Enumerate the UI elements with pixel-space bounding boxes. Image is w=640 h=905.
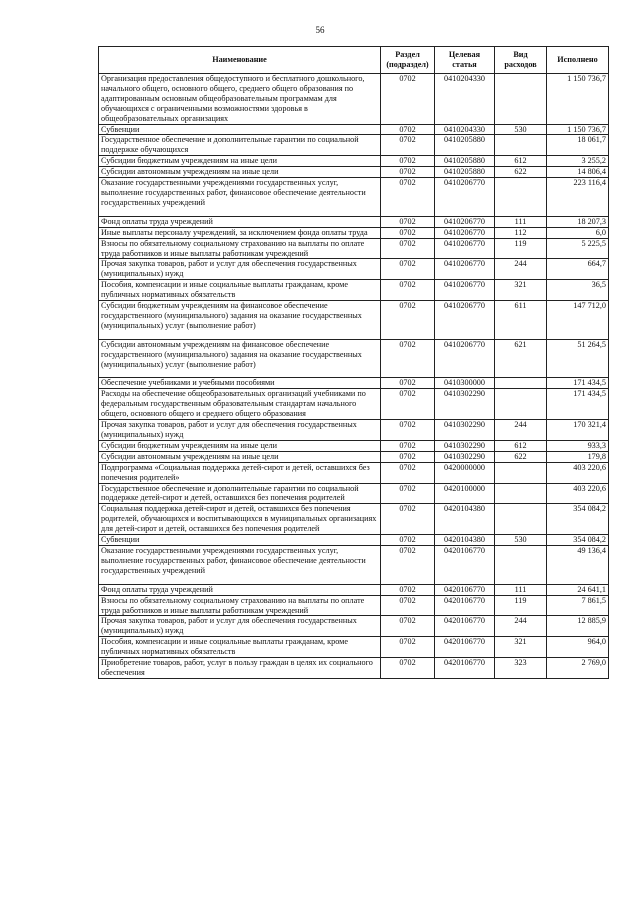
- cell-kind: 112: [495, 227, 547, 238]
- cell-target: 0420106770: [435, 658, 495, 679]
- cell-executed: 354 084,2: [547, 504, 609, 535]
- cell-section: 0702: [381, 658, 435, 679]
- cell-kind: 612: [495, 440, 547, 451]
- cell-name: Субсидии автономным учреждениям на иные цели: [99, 167, 381, 178]
- cell-executed: 36,5: [547, 280, 609, 301]
- cell-executed: 5 225,5: [547, 238, 609, 259]
- cell-target: 0410206770: [435, 178, 495, 217]
- table-row: [99, 389, 609, 420]
- cell-kind: [495, 545, 547, 584]
- cell-kind: 323: [495, 658, 547, 679]
- cell-name: Социальная поддержка детей-сирот и детей, оставшихся без попечения родителей, обучающихся и воспитывающихся в муниципальных организациях для детей-сирот и детей, оставшихся без попечения родителей: [99, 504, 381, 535]
- cell-kind: 119: [495, 238, 547, 259]
- cell-kind: 244: [495, 616, 547, 637]
- cell-target: 0410300000: [435, 378, 495, 389]
- cell-target: 0410302290: [435, 420, 495, 441]
- cell-name: Субсидии автономным учреждениям на иные цели: [99, 451, 381, 462]
- table-row: [99, 301, 609, 340]
- cell-section: 0702: [381, 339, 435, 378]
- cell-executed: 170 321,4: [547, 420, 609, 441]
- cell-executed: 18 061,7: [547, 135, 609, 156]
- cell-section: 0702: [381, 301, 435, 340]
- table-row: [99, 462, 609, 483]
- cell-section: 0702: [381, 483, 435, 504]
- cell-name: Прочая закупка товаров, работ и услуг для обеспечения государственных (муниципальных) нужд: [99, 420, 381, 441]
- cell-kind: 530: [495, 124, 547, 135]
- table-row: [99, 238, 609, 259]
- cell-name: Взносы по обязательному социальному страхованию на выплаты по оплате труда работников и иные выплаты работникам учреждений: [99, 595, 381, 616]
- cell-name: Субсидии бюджетным учреждениям на иные цели: [99, 156, 381, 167]
- cell-name: Обеспечение учебниками и учебными пособиями: [99, 378, 381, 389]
- cell-section: 0702: [381, 545, 435, 584]
- cell-section: 0702: [381, 378, 435, 389]
- cell-executed: 179,8: [547, 451, 609, 462]
- table-header-row: [99, 47, 609, 74]
- cell-name: Прочая закупка товаров, работ и услуг для обеспечения государственных (муниципальных) нужд: [99, 616, 381, 637]
- cell-section: 0702: [381, 74, 435, 125]
- cell-executed: 3 255,2: [547, 156, 609, 167]
- cell-target: 0410206770: [435, 280, 495, 301]
- page-number: 56: [315, 25, 325, 35]
- cell-section: 0702: [381, 420, 435, 441]
- cell-target: 0420106770: [435, 616, 495, 637]
- table-row: [99, 504, 609, 535]
- table-row: [99, 595, 609, 616]
- table-body: [99, 74, 609, 679]
- cell-section: 0702: [381, 216, 435, 227]
- cell-executed: 403 220,6: [547, 462, 609, 483]
- cell-name: Субсидии бюджетным учреждениям на иные цели: [99, 440, 381, 451]
- cell-section: 0702: [381, 238, 435, 259]
- cell-name: Государственное обеспечение и дополнительные гарантии по социальной поддержке обучающихся: [99, 135, 381, 156]
- table-row: [99, 451, 609, 462]
- cell-target: 0420106770: [435, 584, 495, 595]
- cell-section: 0702: [381, 124, 435, 135]
- cell-name: Приобретение товаров, работ, услуг в пользу граждан в целях их социального обеспечения: [99, 658, 381, 679]
- cell-kind: [495, 389, 547, 420]
- cell-section: 0702: [381, 389, 435, 420]
- table-row: [99, 545, 609, 584]
- cell-name: Пособия, компенсации и иные социальные выплаты гражданам, кроме публичных нормативных обязательств: [99, 280, 381, 301]
- header-section: Раздел (подраздел): [381, 47, 435, 74]
- cell-section: 0702: [381, 227, 435, 238]
- cell-target: 0410302290: [435, 451, 495, 462]
- cell-executed: 171 434,5: [547, 378, 609, 389]
- cell-section: 0702: [381, 451, 435, 462]
- cell-kind: 321: [495, 637, 547, 658]
- cell-executed: 7 861,5: [547, 595, 609, 616]
- cell-kind: [495, 74, 547, 125]
- cell-target: 0410206770: [435, 227, 495, 238]
- cell-executed: 664,7: [547, 259, 609, 280]
- cell-kind: [495, 135, 547, 156]
- cell-executed: 18 207,3: [547, 216, 609, 227]
- cell-executed: 51 264,5: [547, 339, 609, 378]
- cell-target: 0410205880: [435, 167, 495, 178]
- table-row: [99, 280, 609, 301]
- cell-target: 0420104380: [435, 504, 495, 535]
- cell-name: Субвенции: [99, 124, 381, 135]
- table-row: [99, 637, 609, 658]
- table-row: [99, 74, 609, 125]
- cell-kind: 612: [495, 156, 547, 167]
- table-row: [99, 259, 609, 280]
- cell-target: 0420106770: [435, 595, 495, 616]
- table-row: [99, 178, 609, 217]
- cell-target: 0420000000: [435, 462, 495, 483]
- cell-section: 0702: [381, 440, 435, 451]
- cell-target: 0410204330: [435, 74, 495, 125]
- cell-kind: 621: [495, 339, 547, 378]
- cell-executed: 223 116,4: [547, 178, 609, 217]
- cell-kind: 622: [495, 451, 547, 462]
- cell-kind: 244: [495, 420, 547, 441]
- cell-target: 0410206770: [435, 238, 495, 259]
- header-target: Целевая статья: [435, 47, 495, 74]
- cell-target: 0420104380: [435, 535, 495, 546]
- cell-section: 0702: [381, 135, 435, 156]
- cell-executed: 964,0: [547, 637, 609, 658]
- cell-name: Оказание государственными учреждениями государственных услуг, выполнение государственных работ, финансовое обеспечение деятельности государственных учреждений: [99, 545, 381, 584]
- table-row: [99, 156, 609, 167]
- cell-name: Прочая закупка товаров, работ и услуг для обеспечения государственных (муниципальных) нужд: [99, 259, 381, 280]
- table-row: [99, 227, 609, 238]
- table-row: [99, 584, 609, 595]
- cell-executed: 2 769,0: [547, 658, 609, 679]
- header-name: Наименование: [99, 47, 381, 74]
- table-row: [99, 339, 609, 378]
- cell-target: 0410204330: [435, 124, 495, 135]
- table-row: [99, 167, 609, 178]
- cell-kind: 622: [495, 167, 547, 178]
- budget-table: [98, 46, 609, 679]
- cell-section: 0702: [381, 595, 435, 616]
- cell-kind: [495, 178, 547, 217]
- cell-name: Фонд оплаты труда учреждений: [99, 216, 381, 227]
- cell-section: 0702: [381, 584, 435, 595]
- cell-executed: 24 641,1: [547, 584, 609, 595]
- cell-executed: 147 712,0: [547, 301, 609, 340]
- cell-section: 0702: [381, 504, 435, 535]
- cell-kind: 530: [495, 535, 547, 546]
- cell-kind: 244: [495, 259, 547, 280]
- cell-kind: 321: [495, 280, 547, 301]
- cell-target: 0410206770: [435, 339, 495, 378]
- cell-target: 0420106770: [435, 637, 495, 658]
- cell-section: 0702: [381, 156, 435, 167]
- cell-name: Субсидии бюджетным учреждениям на финансовое обеспечение государственного (муниципального) задания на оказание государственных (муниципальных) услуг (выполнение работ): [99, 301, 381, 340]
- table-row: [99, 535, 609, 546]
- cell-section: 0702: [381, 280, 435, 301]
- cell-name: Пособия, компенсации и иные социальные выплаты гражданам, кроме публичных нормативных обязательств: [99, 637, 381, 658]
- cell-section: 0702: [381, 178, 435, 217]
- cell-section: 0702: [381, 462, 435, 483]
- cell-executed: 12 885,9: [547, 616, 609, 637]
- cell-target: 0410302290: [435, 440, 495, 451]
- cell-name: Взносы по обязательному социальному страхованию на выплаты по оплате труда работников и иные выплаты работникам учреждений: [99, 238, 381, 259]
- cell-kind: [495, 462, 547, 483]
- cell-kind: [495, 504, 547, 535]
- table-row: [99, 440, 609, 451]
- cell-kind: [495, 483, 547, 504]
- cell-name: Подпрограмма «Социальная поддержка детей-сирот и детей, оставшихся без попечения родителей»: [99, 462, 381, 483]
- cell-section: 0702: [381, 167, 435, 178]
- cell-name: Организация предоставления общедоступного и бесплатного дошкольного, начального общего, основного общего, среднего общего образования по адаптированным основным общеобразовательным программам для обучающихся с ограниченными возможностями здоровья в общеобразовательных организациях: [99, 74, 381, 125]
- cell-name: Иные выплаты персоналу учреждений, за исключением фонда оплаты труда: [99, 227, 381, 238]
- cell-executed: 14 806,4: [547, 167, 609, 178]
- cell-section: 0702: [381, 616, 435, 637]
- cell-kind: 119: [495, 595, 547, 616]
- cell-executed: 403 220,6: [547, 483, 609, 504]
- header-executed: Исполнено: [547, 47, 609, 74]
- table-row: [99, 378, 609, 389]
- cell-target: 0410206770: [435, 216, 495, 227]
- table-row: [99, 616, 609, 637]
- cell-section: 0702: [381, 535, 435, 546]
- table-row: [99, 124, 609, 135]
- cell-name: Расходы на обеспечение общеобразовательных организаций учебниками по федеральным государственным образовательным стандартам начального общего, основного общего и среднего общего образования: [99, 389, 381, 420]
- cell-name: Оказание государственными учреждениями государственных услуг, выполнение государственных работ, финансовое обеспечение деятельности государственных учреждений: [99, 178, 381, 217]
- cell-executed: 6,0: [547, 227, 609, 238]
- cell-executed: 1 150 736,7: [547, 74, 609, 125]
- cell-executed: 933,3: [547, 440, 609, 451]
- cell-target: 0410206770: [435, 259, 495, 280]
- cell-kind: 611: [495, 301, 547, 340]
- cell-executed: 49 136,4: [547, 545, 609, 584]
- cell-executed: 354 084,2: [547, 535, 609, 546]
- table-row: [99, 216, 609, 227]
- table-row: [99, 420, 609, 441]
- header-kind: Вид расходов: [495, 47, 547, 74]
- cell-executed: 1 150 736,7: [547, 124, 609, 135]
- cell-target: 0410206770: [435, 301, 495, 340]
- cell-name: Субсидии автономным учреждениям на финансовое обеспечение государственного (муниципального) задания на оказание государственных (муниципальных) услуг (выполнение работ): [99, 339, 381, 378]
- cell-section: 0702: [381, 259, 435, 280]
- cell-kind: 111: [495, 584, 547, 595]
- cell-kind: [495, 378, 547, 389]
- cell-section: 0702: [381, 637, 435, 658]
- cell-target: 0420100000: [435, 483, 495, 504]
- cell-kind: 111: [495, 216, 547, 227]
- cell-name: Государственное обеспечение и дополнительные гарантии по социальной поддержке детей-сирот и детей, оставшихся без попечения родителей: [99, 483, 381, 504]
- cell-name: Фонд оплаты труда учреждений: [99, 584, 381, 595]
- cell-target: 0410205880: [435, 156, 495, 167]
- cell-target: 0420106770: [435, 545, 495, 584]
- cell-executed: 171 434,5: [547, 389, 609, 420]
- table-row: [99, 135, 609, 156]
- cell-target: 0410205880: [435, 135, 495, 156]
- cell-target: 0410302290: [435, 389, 495, 420]
- table-row: [99, 658, 609, 679]
- cell-name: Субвенции: [99, 535, 381, 546]
- table-row: [99, 483, 609, 504]
